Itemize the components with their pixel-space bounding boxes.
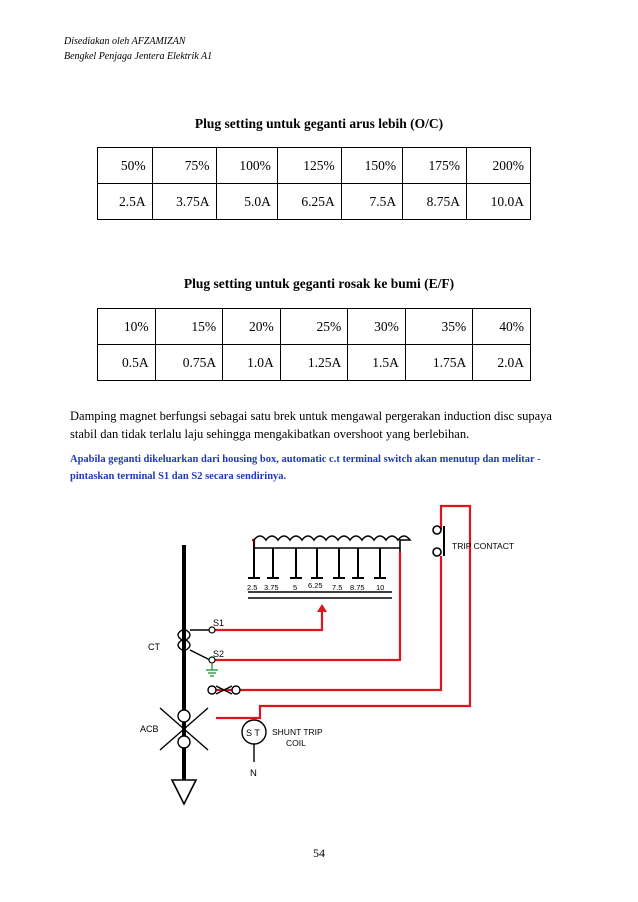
- table-cell: 2.0A: [473, 345, 531, 381]
- note-line: pintaskan terminal S1 dan S2 secara sendirinya.: [70, 471, 287, 482]
- table-cell: 1.0A: [223, 345, 281, 381]
- tap-label: 8.75: [350, 583, 365, 592]
- table-cell: 3.75A: [152, 184, 216, 220]
- table-cell: 40%: [473, 309, 531, 345]
- table-cell: 200%: [467, 148, 531, 184]
- table-cell: 2.5A: [98, 184, 153, 220]
- s2-label: S2: [213, 649, 225, 659]
- tap-label: 7.5: [332, 583, 343, 592]
- paragraph-line: Damping magnet berfungsi sebagai satu brek untuk mengawal pergerakan induction disc supaya: [70, 409, 552, 423]
- table-cell: 150%: [341, 148, 402, 184]
- table-cell: 1.25A: [280, 345, 347, 381]
- aux-contact: [208, 686, 240, 694]
- table-cell: 0.75A: [155, 345, 222, 381]
- st-label: S T: [246, 728, 260, 738]
- plug-taps: [248, 548, 386, 578]
- tap-label: 6.25: [308, 581, 323, 590]
- table-cell: 1.75A: [405, 345, 472, 381]
- table-cell: 35%: [405, 309, 472, 345]
- page-number: 54: [313, 846, 325, 860]
- ct-label: CT: [148, 642, 160, 652]
- table-cell: 1.5A: [348, 345, 406, 381]
- tap-label: 3.75: [264, 583, 279, 592]
- table-cell: 8.75A: [403, 184, 467, 220]
- oc-table-title: Plug setting untuk geganti arus lebih (O/C): [194, 116, 444, 131]
- earth-symbol: [206, 663, 218, 676]
- table-cell: 10%: [98, 309, 156, 345]
- neutral-label: N: [250, 768, 257, 779]
- table-cell: 0.5A: [98, 345, 156, 381]
- tap-labels: [247, 581, 384, 592]
- table-cell: 30%: [348, 309, 406, 345]
- table-cell: 125%: [277, 148, 341, 184]
- table-cell: 6.25A: [277, 184, 341, 220]
- acb-label: ACB: [140, 724, 159, 734]
- table-cell: 175%: [403, 148, 467, 184]
- tap-label: 10: [376, 583, 385, 592]
- header-author: Disediakan oleh AFZAMIZAN: [64, 36, 186, 47]
- table-cell: 25%: [280, 309, 347, 345]
- paragraph-line: stabil dan tidak terlalu laju sehingga mengakibatkan overshoot yang berlebihan.: [70, 427, 470, 441]
- table-cell: 7.5A: [341, 184, 402, 220]
- shunt-trip-label: SHUNT TRIP: [272, 727, 323, 737]
- trip-contact: [433, 526, 444, 556]
- table-cell: 100%: [216, 148, 277, 184]
- header-workshop: Bengkel Penjaga Jentera Elektrik A1: [64, 51, 213, 62]
- table-cell: 75%: [152, 148, 216, 184]
- load-arrow: [172, 780, 196, 804]
- table-cell: 20%: [223, 309, 281, 345]
- note-line: Apabila geganti dikeluarkan dari housing box, automatic c.t terminal switch akan menutup dan melitar -: [70, 454, 541, 465]
- trip-contact-label: TRIP CONTACT: [452, 541, 515, 551]
- table-cell: 10.0A: [467, 184, 531, 220]
- acb-symbol: [160, 708, 208, 750]
- table-cell: 15%: [155, 309, 222, 345]
- ef-table-title: Plug setting untuk geganti rosak ke bumi (E/F): [183, 276, 455, 291]
- table-cell: 50%: [98, 148, 153, 184]
- tap-label: 2.5: [247, 583, 258, 592]
- tap-label: 5: [293, 583, 298, 592]
- table-cell: 5.0A: [216, 184, 277, 220]
- arrow-head: [317, 604, 327, 612]
- s1-label: S1: [213, 618, 225, 628]
- coil-label: COIL: [286, 738, 306, 748]
